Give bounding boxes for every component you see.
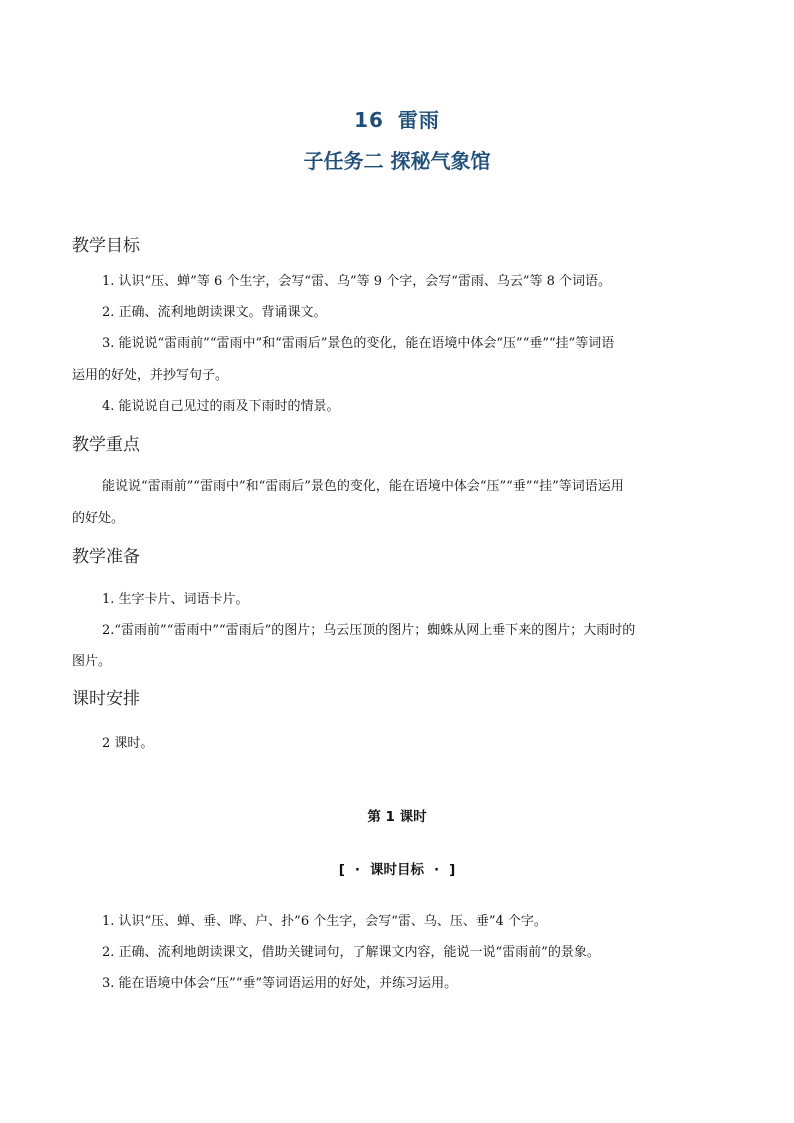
- lesson-name: 雷雨: [397, 108, 440, 132]
- period-title: 第 1 课时: [367, 809, 427, 825]
- bracket-right: ]: [449, 862, 456, 878]
- goal-item-1: 1. 认识“压、蝉”等 6 个生字，会写“雷、乌”等 9 个字，会写“雷雨、乌云”等 8 个词语。: [102, 274, 612, 289]
- prep-item-2-cont: 图片。: [72, 654, 112, 669]
- bracket-dot-right: ·: [434, 862, 440, 878]
- bracket-left: [: [338, 862, 345, 878]
- focus-heading: 教学重点: [72, 435, 140, 455]
- focus-line-1: 能说说“雷雨前”“雷雨中”和“雷雨后”景色的变化，能在语境中体会“压”“垂”“挂”等词语运用: [102, 479, 624, 494]
- lesson-subtitle: 子任务二 探秘气象馆: [303, 149, 491, 173]
- goal-item-3-cont: 运用的好处，并抄写句子。: [72, 368, 229, 383]
- prep-item-2: 2.“雷雨前”“雷雨中”“雷雨后”的图片；乌云压顶的图片；蜘蛛从网上垂下来的图片；大雨时的: [102, 623, 636, 638]
- prep-item-1: 1. 生字卡片、词语卡片。: [102, 592, 249, 607]
- lesson-title: [0, 104, 794, 133]
- focus-line-2: 的好处。: [72, 511, 125, 526]
- period-goal-text: 课时目标: [370, 862, 424, 878]
- bracket-dot-left: ·: [354, 862, 360, 878]
- goal-item-4: 4. 能说说自己见过的雨及下雨时的情景。: [102, 399, 340, 414]
- lesson-number: 16: [354, 108, 384, 132]
- schedule-text: 2 课时。: [102, 736, 154, 751]
- goal-item-3: 3. 能说说“雷雨前”“雷雨中”和“雷雨后”景色的变化，能在语境中体会“压”“垂”“挂”等词语: [102, 336, 615, 351]
- goal-item-2: 2. 正确、流利地朗读课文。背诵课文。: [102, 305, 327, 320]
- goals-heading: 教学目标: [72, 236, 140, 256]
- prep-heading: 教学准备: [72, 547, 140, 567]
- schedule-heading: 课时安排: [72, 689, 140, 709]
- period-item-2: 2. 正确、流利地朗读课文，借助关键词句，了解课文内容，能说一说“雷雨前”的景象。: [102, 945, 600, 960]
- period-item-1: 1. 认识“压、蝉、垂、哗、户、扑”6 个生字，会写“雷、乌、压、垂”4 个字。: [102, 914, 547, 929]
- period-item-3: 3. 能在语境中体会“压”“垂”等词语运用的好处，并练习运用。: [102, 976, 458, 991]
- period-goal-label: [0, 858, 794, 878]
